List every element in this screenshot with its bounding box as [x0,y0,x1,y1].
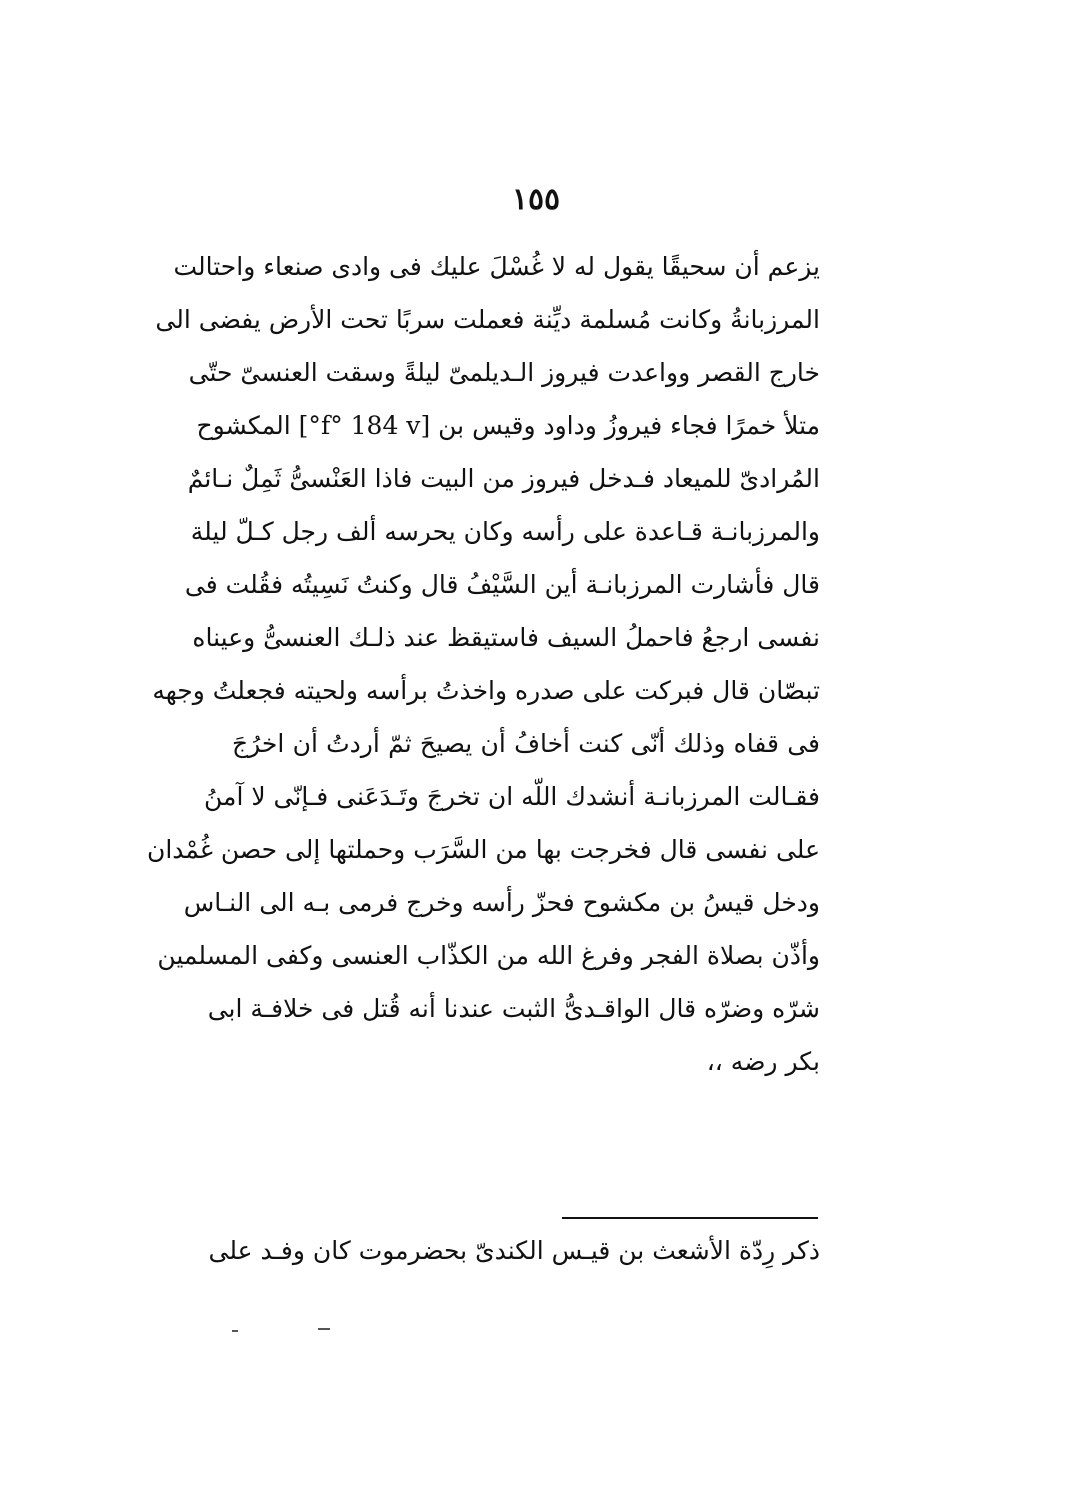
text-line: خارج القصر وواعدت فيروز الـديلمىّ ليلةً وسقت العنسىّ حتّى [188,358,820,387]
text-line: والمرزبانـة قـاعدة على رأسه وكان يحرسه ألف رجل كـلّ ليلة [190,517,820,546]
text-line: فقـالت المرزبانـة أنشدك اللّه ان تخرجَ وتَـدَعَنى فـإنّى لا آمنُ [204,782,820,811]
text-line: فى قفاه وذلك أنّى كنت أخافُ أن يصيحَ ثمّ أردتُ أن اخرُجَ [232,729,820,758]
body-text [146,240,820,1088]
text-line: وأذّن بصلاة الفجر وفرغ الله من الكذّاب العنسى وكفى المسلمين [157,941,820,970]
text-line: نفسى ارجعُ فاحملُ السيف فاستيقظ عند ذلـك العنسىُّ وعيناه [192,623,820,652]
text-line: المُرادىّ للميعاد فـدخل فيروز من البيت فاذا العَنْسىُّ ثَمِلٌ نـائمٌ [187,464,820,493]
section-heading-line: ذكر رِدّة الأشعث بن قيـس الكندىّ بحضرموت كان وفـد على [208,1236,820,1265]
text-line: المرزبانةُ وكانت مُسلمة ديِّنة فعملت سربًا تحت الأرض يفضى الى [155,305,820,334]
scan-mark [232,1330,238,1332]
text-line: قال فأشارت المرزبانـة أين السَّيْفُ قال وكنتُ نَسِيتُه فقُلت فى [184,570,820,599]
page-number: ١٥٥ [511,182,561,217]
text-line: ودخل قيسُ بن مكشوح فحزّ رأسه وخرج فرمى بـه الى النـاس [183,888,820,917]
text-line-last: بكر رضه ،، [706,1047,820,1076]
text-line: شرّه وضرّه قال الواقـدىُّ الثبت عندنا أنه قُتل فى خلافـة ابى [207,994,820,1023]
text-line: يزعم أن سحيقًا يقول له لا غُسْلَ عليك فى وادى صنعاء واحتالت [173,252,820,281]
text-line: على نفسى قال فخرجت بها من السَّرَب وحملتها إلى حصن غُمْدان [146,835,820,864]
text-line: متلأ خمرًا فجاء فيروزُ وداود وقيس بن [f° 184 v°] المكشوح [196,411,820,440]
section-divider [562,1217,818,1219]
text-line: تبصّان قال فبركت على صدره واخذتُ برأسه ولحيته فجعلتُ وجهه [152,676,820,705]
scan-mark [318,1328,330,1330]
